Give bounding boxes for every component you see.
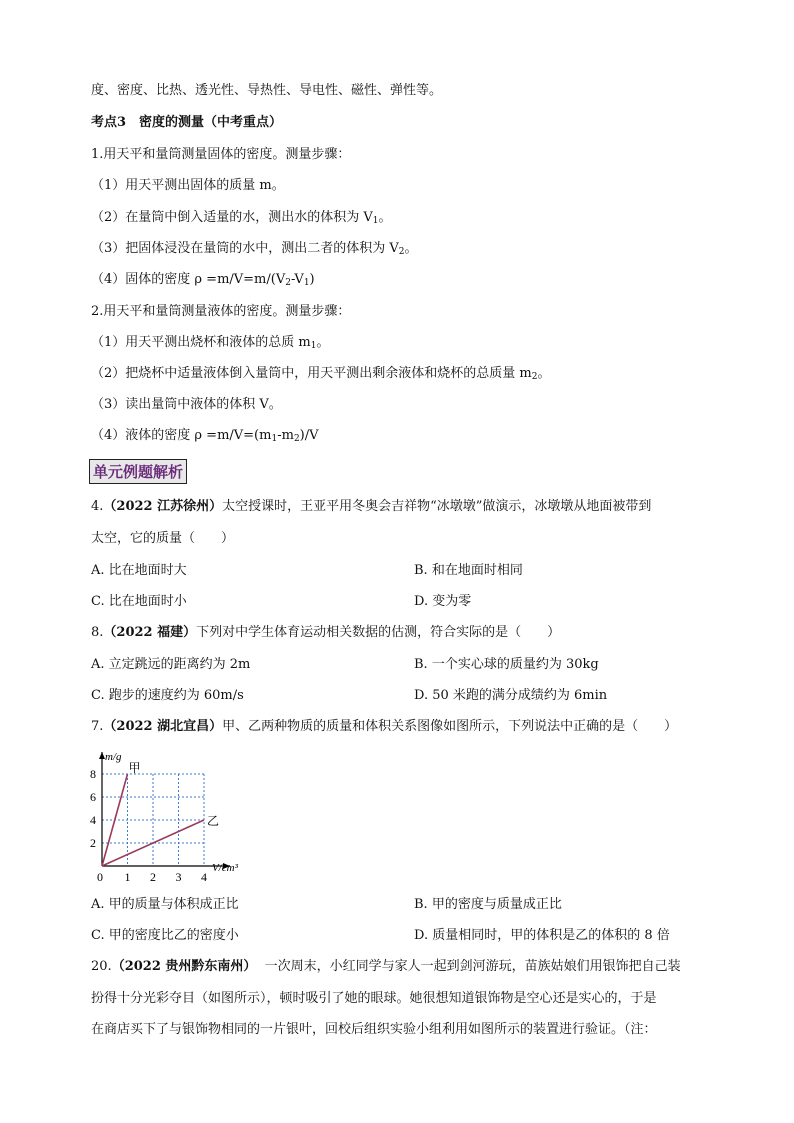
q8-option-a[interactable]: A. 立定跳远的距离约为 2m (91, 657, 251, 672)
q7-stem-line1: 7.（2022 湖北宜昌）甲、乙两种物质的质量和体积关系图像如图所示，下列说法中正确的是（ ） (91, 719, 678, 734)
y-tick-label: 8 (90, 767, 96, 781)
q4-stem-line1: 4.（2022 江苏徐州）太空授课时，王亚平用冬奥会吉祥物“冰墩墩”做演示，冰墩墩从地面被带到 (91, 499, 652, 514)
m1-step4: （4）固体的密度 $\rho =m/V=m/(V_2-V_1)$ (91, 272, 315, 288)
intro-text: 度、密度、比热、透光性、导热性、导电性、磁性、弹性等。 (91, 83, 443, 98)
k3-title: 考点3 密度的测量（中考重点） (91, 115, 283, 130)
m2-step1: （1）用天平测出烧杯和液体的总质 $m_1$。 (91, 335, 330, 351)
x-tick-label: 3 (175, 870, 182, 884)
x-tick-label: 2 (150, 870, 156, 884)
q8-option-b[interactable]: B. 一个实心球的质量约为 30kg (414, 657, 599, 672)
chart-labels (90, 751, 239, 884)
q7-option-c[interactable]: C. 甲的密度比乙的密度小 (91, 928, 239, 943)
q20-stem-line2: 扮得十分光彩夺目（如图所示），顿时吸引了她的眼球。她很想知道银饰物是空心还是实心的，于是 (91, 991, 657, 1006)
y-axis-label: m/g (105, 751, 122, 763)
m1-step3: （3）把固体浸没在量筒的水中，测出二者的体积为 $V_2$。 (91, 241, 418, 257)
q4-option-c[interactable]: C. 比在地面时小 (91, 594, 187, 609)
m2-title: 2.用天平和量筒测量液体的密度。测量步骤： (91, 304, 351, 319)
chart-grid (102, 774, 204, 866)
q8-option-c[interactable]: C. 跑步的速度约为 60m/s (91, 688, 244, 703)
q4-stem-line2: 太空，它的质量（ ） (91, 531, 235, 546)
q7-option-d[interactable]: D. 质量相同时，甲的体积是乙的体积的 8 倍 (414, 928, 670, 943)
section-title: 单元例题解析 (89, 459, 187, 484)
m2-step2: （2）把烧杯中适量液体倒入量筒中，用天平测出剩余液体和烧杯的总质量 $m_2$。 (91, 366, 551, 382)
mass-volume-chart (0, 738, 794, 888)
m1-title: 1.用天平和量筒测量固体的密度。测量步骤： (91, 147, 351, 162)
q7-option-a[interactable]: A. 甲的质量与体积成正比 (91, 897, 239, 912)
m2-step4: （4）液体的密度 $\rho =m/V=(m_1-m_2)/V$ (91, 428, 319, 444)
m1-step2: （2）在量筒中倒入适量的水，测出水的体积为 $V_1$。 (91, 210, 392, 226)
series-label-yi: 乙 (207, 814, 220, 828)
q7-option-b[interactable]: B. 甲的密度与质量成正比 (414, 897, 562, 912)
q20-stem-line3: 在商店买下了与银饰物相同的一片银叶，回校后组织实验小组利用如图所示的装置进行验证。（注： (91, 1022, 657, 1037)
y-tick-label: 2 (90, 836, 96, 850)
m1-step1: （1）用天平测出固体的质量 m。 (91, 178, 285, 193)
x-tick-label: 4 (201, 870, 207, 884)
q8-stem-line1: 8.（2022 福建）下列对中学生体育运动相关数据的估测，符合实际的是（ ） (91, 625, 561, 640)
q4-option-b[interactable]: B. 和在地面时相同 (414, 563, 523, 578)
m2-step3: （3）读出量筒中液体的体积 V。 (91, 397, 282, 412)
x-axis-label: V/cm³ (212, 862, 238, 874)
x-tick-label: 1 (124, 870, 131, 884)
series-label-jia: 甲 (128, 761, 141, 775)
y-tick-label: 6 (90, 790, 96, 804)
q4-option-d[interactable]: D. 变为零 (414, 594, 472, 609)
q4-option-a[interactable]: A. 比在地面时大 (91, 563, 187, 578)
x-tick-label: 0 (97, 870, 103, 884)
chart-axes (99, 752, 230, 869)
y-tick-label: 4 (90, 813, 96, 827)
q8-option-d[interactable]: D. 50 米跑的满分成绩约为 6min (414, 688, 608, 703)
q20-stem-line1: 20.（2022 贵州黔东南州） 一次周末，小红同学与家人一起到剑河游玩，苗族姑娘们用银饰把自己装 (91, 959, 681, 974)
